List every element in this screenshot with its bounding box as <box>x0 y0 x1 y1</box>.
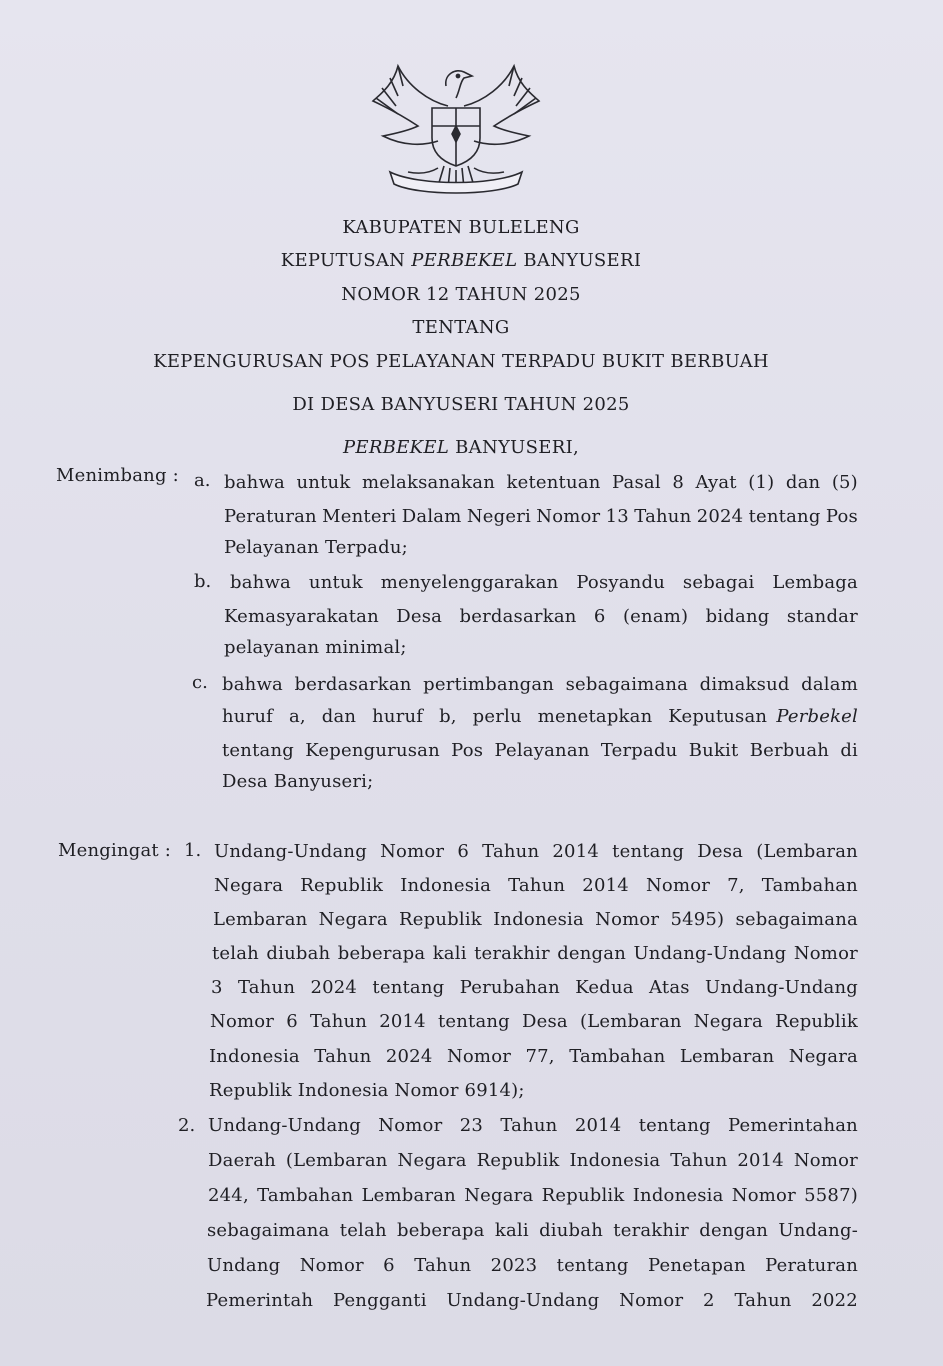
mengingat-2-line-2: Daerah (Lembaran Negara Republik Indonesia Tahun 2014 Nomor <box>208 1150 858 1171</box>
menimbang-c-line-2: huruf a, dan huruf b, perlu menetapkan Keputusan Perbekel <box>222 706 858 727</box>
menimbang-marker-a: a. <box>194 470 211 491</box>
menimbang-b-line-3: pelayanan minimal; <box>224 637 407 658</box>
mengingat-2-line-6: Pemerintah Pengganti Undang-Undang Nomor 2 Tahun 2022 <box>206 1290 858 1311</box>
mengingat-1-line-1: Undang-Undang Nomor 6 Tahun 2014 tentang Desa (Lembaran <box>214 841 858 862</box>
mengingat-1-line-5: 3 Tahun 2024 tentang Perubahan Kedua Atas Undang-Undang <box>211 977 858 998</box>
mengingat-1-line-7: Indonesia Tahun 2024 Nomor 77, Tambahan Lembaran Negara <box>209 1046 858 1067</box>
mengingat-1-line-6: Nomor 6 Tahun 2014 tentang Desa (Lembaran Negara Republik <box>210 1011 858 1032</box>
mengingat-1-line-4: telah diubah beberapa kali terakhir dengan Undang-Undang Nomor <box>212 943 858 964</box>
mengingat-label: Mengingat : <box>58 840 172 861</box>
mengingat-marker-2: 2. <box>178 1115 196 1136</box>
mengingat-2-line-4: sebagaimana telah beberapa kali diubah terakhir dengan Undang- <box>207 1220 858 1241</box>
decision-number: NOMOR 12 TAHUN 2025 <box>341 284 581 305</box>
menimbang-b-line-2: Kemasyarakatan Desa berdasarkan 6 (enam) bidang standar <box>224 606 858 627</box>
decision-title: KEPUTUSAN PERBEKEL BANYUSERI <box>280 250 642 271</box>
mengingat-1-line-3: Lembaran Negara Republik Indonesia Nomor 5495) sebagaimana <box>213 909 858 930</box>
menimbang-marker-c: c. <box>192 672 208 693</box>
subject-line-1: KEPENGURUSAN POS PELAYANAN TERPADU BUKIT BERBUAH <box>153 351 769 372</box>
official-title: PERBEKEL BANYUSERI, <box>342 437 580 458</box>
menimbang-label: Menimbang : <box>56 465 179 486</box>
menimbang-b-line-1: bahwa untuk menyelenggarakan Posyandu sebagai Lembaga <box>230 572 858 593</box>
menimbang-c-line-1: bahwa berdasarkan pertimbangan sebagaimana dimaksud dalam <box>222 674 858 695</box>
menimbang-c-line-3: tentang Kepengurusan Pos Pelayanan Terpadu Bukit Berbuah di <box>222 740 858 761</box>
menimbang-a-line-1: bahwa untuk melaksanakan ketentuan Pasal 8 Ayat (1) dan (5) <box>224 472 858 493</box>
mengingat-2-line-5: Undang Nomor 6 Tahun 2023 tentang Penetapan Peraturan <box>207 1255 858 1276</box>
menimbang-c-line-4: Desa Banyuseri; <box>222 771 374 792</box>
subject-line-2: DI DESA BANYUSERI TAHUN 2025 <box>292 394 630 415</box>
mengingat-1-line-8: Republik Indonesia Nomor 6914); <box>209 1080 525 1101</box>
mengingat-2-line-3: 244, Tambahan Lembaran Negara Republik Indonesia Nomor 5587) <box>208 1185 858 1206</box>
about-label: TENTANG <box>412 317 510 338</box>
garuda-emblem-icon <box>368 46 544 206</box>
mengingat-2-line-1: Undang-Undang Nomor 23 Tahun 2014 tentang Pemerintahan <box>208 1115 858 1136</box>
menimbang-a-line-2: Peraturan Menteri Dalam Negeri Nomor 13 Tahun 2024 tentang Pos <box>224 506 858 527</box>
region-title: KABUPATEN BULELENG <box>342 217 580 238</box>
mengingat-marker-1: 1. <box>184 840 202 861</box>
menimbang-marker-b: b. <box>194 571 212 592</box>
menimbang-a-line-3: Pelayanan Terpadu; <box>224 537 408 558</box>
mengingat-1-line-2: Negara Republik Indonesia Tahun 2014 Nomor 7, Tambahan <box>214 875 858 896</box>
